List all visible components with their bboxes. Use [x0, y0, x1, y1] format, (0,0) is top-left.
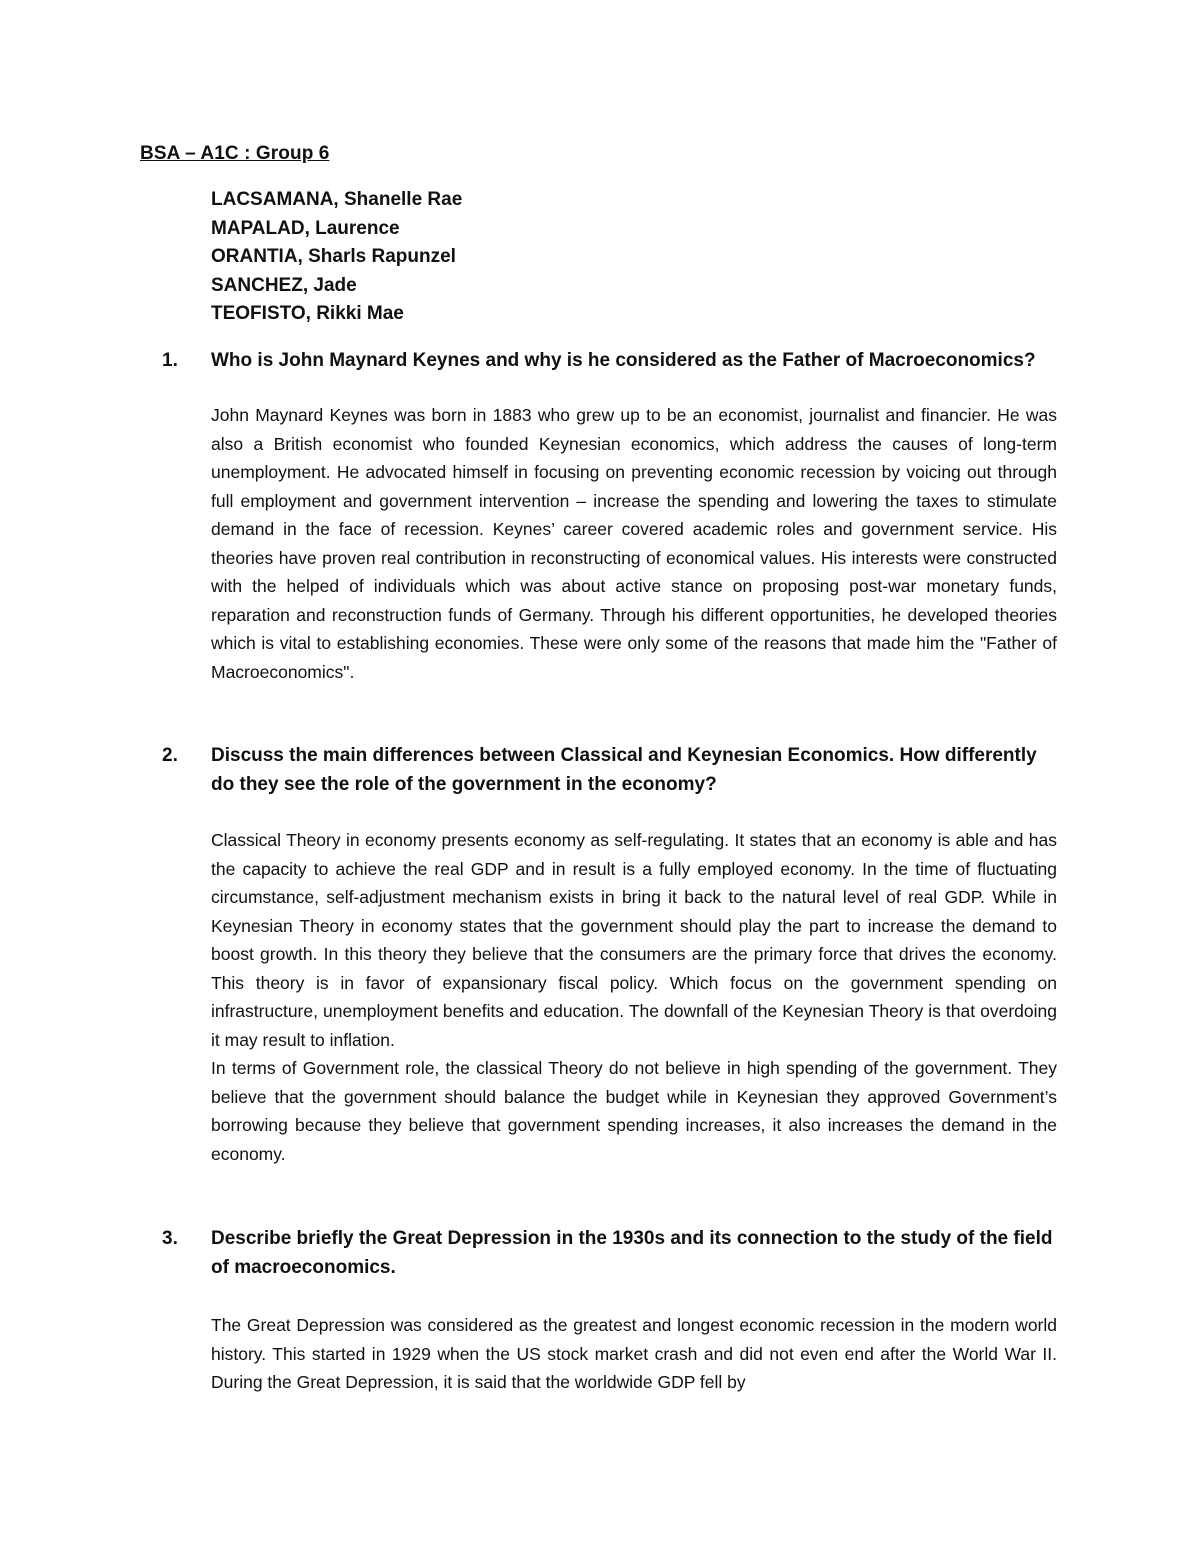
question-text: Discuss the main differences between Classical and Keynesian Economics. How differently do they see the role of the government in the economy? [211, 745, 1037, 795]
answer-paragraph: In terms of Government role, the classical Theory do not believe in high spending of the government. They believe that the government should balance the budget while in Keynesian they approved Government’s borrowing because they believe that government spending increases, it also increases the demand in the economy. [211, 1058, 1057, 1164]
answer-paragraph: Classical Theory in economy presents economy as self-regulating. It states that an economy is able and has the capacity to achieve the real GDP and in result is a fully employed economy. In the time of fluctuating circumstance, self-adjustment mechanism exists in bring it back to the natural level of real GDP. While in Keynesian Theory in economy states that the government should play the part to increase the demand to boost growth. In this theory they believe that the consumers are the primary force that drives the economy. This theory is in favor of expansionary fiscal policy. Which focus on the government spending on infrastructure, unemployment benefits and education. The downfall of the Keynesian Theory is that overdoing it may result to inflation. [211, 830, 1057, 1050]
member-name: MAPALAD, Laurence [211, 217, 400, 239]
member-name: LACSAMANA, Shanelle Rae [211, 189, 463, 210]
answer-2 [211, 826, 1057, 1168]
question-number: 2. [162, 745, 178, 766]
answer-paragraph: John Maynard Keynes was born in 1883 who grew up to be an economist, journalist and financier. He was also a British economist who founded Keynesian economics, which address the causes of long-term unemployment. He advocated himself in focusing on preventing economic recession by voicing out through full employment and government intervention – increase the spending and lowering the taxes to stimulate demand in the face of recession. Keynes’ career covered academic roles and government service. His theories have proven real contribution in reconstructing of economical values. His interests were constructed with the helped of individuals which was about active stance on proposing post-war monetary funds, reparation and reconstruction funds of Germany. Through his different opportunities, he developed theories which is vital to establishing economies. These were only some of the reasons that made him the "Father of Macroeconomics". [211, 405, 1057, 682]
answer-1 [211, 401, 1057, 686]
answer-3 [211, 1311, 1057, 1397]
member-name: ORANTIA, Sharls Rapunzel [211, 246, 456, 268]
member-name: TEOFISTO, Rikki Mae [211, 303, 404, 325]
member-name: SANCHEZ, Jade [211, 274, 357, 296]
question-text: Describe briefly the Great Depression in the 1930s and its connection to the study of the field of macroeconomics. [211, 1228, 1053, 1278]
question-number: 3. [162, 1228, 178, 1249]
group-heading: BSA – A1C : Group 6 [140, 143, 330, 164]
answer-paragraph: The Great Depression was considered as the greatest and longest economic recession in the modern world history. This started in 1929 when the US stock market crash and did not even end after the World War II. During the Great Depression, it is said that the worldwide GDP fell by [211, 1315, 1057, 1392]
question-text: Who is John Maynard Keynes and why is he considered as the Father of Macroeconomics? [211, 350, 1036, 371]
member-list [211, 186, 462, 329]
question-number: 1. [162, 350, 178, 371]
